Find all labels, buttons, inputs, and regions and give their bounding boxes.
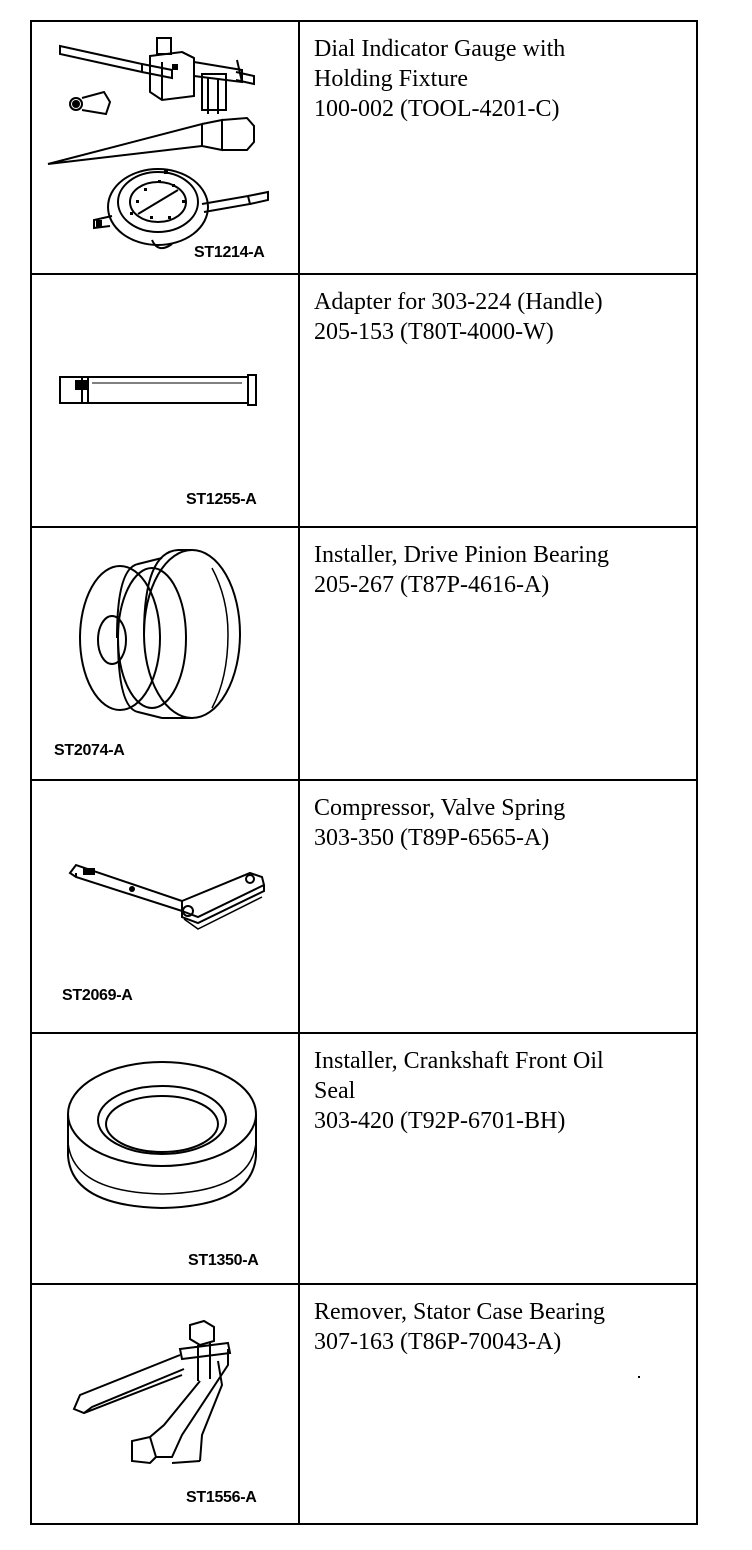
figure-id: ST2069-A [62, 987, 133, 1004]
tool-part-number: 100-002 (TOOL-4201-C) [314, 96, 560, 122]
tool-row [32, 528, 696, 781]
tool-name-line: Dial Indicator Gauge with [314, 36, 566, 62]
dial-indicator-gauge-icon [32, 22, 298, 275]
tool-name-line: Adapter for 303-224 (Handle) [314, 289, 603, 315]
figure-id: ST1556-A [186, 1489, 257, 1506]
figure-id: ST2074-A [54, 742, 125, 759]
tool-part-number: 307-163 (T86P-70043-A) [314, 1329, 562, 1355]
handle-adapter-icon [32, 275, 298, 528]
tool-description [300, 22, 696, 273]
tool-part-number: 205-153 (T80T-4000-W) [314, 319, 554, 345]
tool-part-number: 303-350 (T89P-6565-A) [314, 825, 550, 851]
tool-row [32, 1285, 696, 1523]
tool-part-number: 303-420 (T92P-6701-BH) [314, 1108, 566, 1134]
tool-row [32, 22, 696, 275]
tool-description [300, 1285, 696, 1523]
figure-id: ST1255-A [186, 491, 257, 508]
tool-image-cell [32, 1034, 300, 1283]
tool-description [300, 1034, 696, 1283]
stator-case-bearing-remover-icon [32, 1285, 298, 1523]
tool-image-cell [32, 781, 300, 1032]
tool-image-cell [32, 528, 300, 779]
figure-id: ST1214-A [194, 244, 265, 261]
tool-image-cell [32, 275, 300, 526]
tool-image-cell [32, 22, 300, 273]
tool-name-line: Compressor, Valve Spring [314, 795, 566, 821]
crankshaft-front-oil-seal-installer-icon [32, 1034, 298, 1285]
tool-image-cell [32, 1285, 300, 1523]
special-tools-table [30, 20, 698, 1525]
tool-name-line: Holding Fixture [314, 66, 468, 92]
tool-name-line: Seal [314, 1078, 356, 1104]
tool-name-line: Installer, Drive Pinion Bearing [314, 542, 609, 568]
figure-id: ST1350-A [188, 1252, 259, 1269]
tool-row [32, 781, 696, 1034]
tool-description [300, 275, 696, 526]
tool-name-line: Installer, Crankshaft Front Oil [314, 1048, 604, 1074]
tool-description [300, 781, 696, 1032]
tool-row [32, 1034, 696, 1285]
stray-mark [638, 1376, 640, 1378]
tool-part-number: 205-267 (T87P-4616-A) [314, 572, 550, 598]
tool-description [300, 528, 696, 779]
tool-name-line: Remover, Stator Case Bearing [314, 1299, 605, 1325]
tool-row [32, 275, 696, 528]
